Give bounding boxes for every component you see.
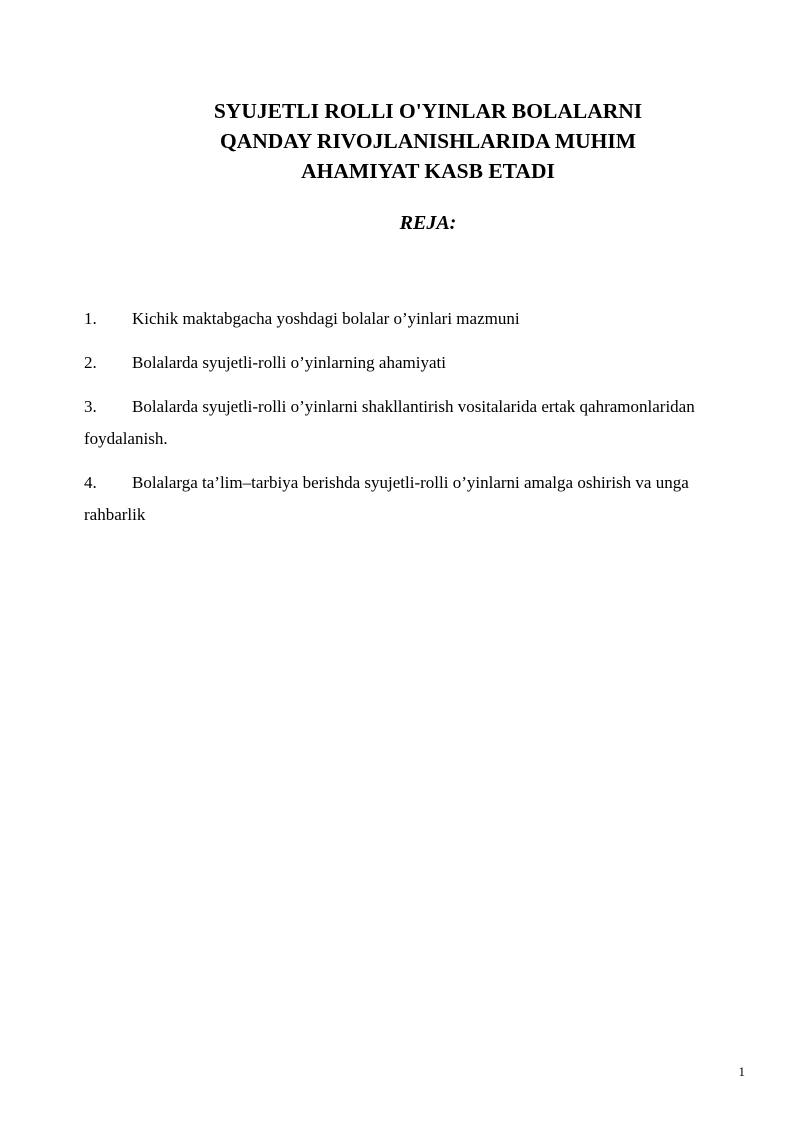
plan-item-number: 3. (84, 397, 97, 416)
plan-item-2 (84, 347, 754, 379)
title-line-2: QANDAY RIVOJLANISHLARIDA MUHIM (219, 129, 637, 153)
plan-item-4 (84, 467, 754, 531)
plan-item-3 (84, 391, 754, 455)
plan-item-text: Bolalarga ta’lim–tarbiya berishda syujetli-rolli o’yinlarni amalga oshirish va unga rahbarlik (84, 473, 689, 524)
plan-item-text: Kichik maktabgacha yoshdagi bolalar o’yinlari mazmuni (132, 309, 520, 328)
plan-list (84, 303, 754, 543)
document-title (170, 96, 686, 186)
title-line-1: SYUJETLI ROLLI O'YINLAR BOLALARNI (213, 99, 643, 123)
plan-item-number: 1. (84, 309, 97, 328)
plan-item-1 (84, 303, 754, 335)
plan-heading: REJA: (399, 212, 457, 234)
plan-item-text: Bolalarda syujetli-rolli o’yinlarning ahamiyati (132, 353, 446, 372)
page-number: 1 (738, 1064, 745, 1079)
title-line-3: AHAMIYAT KASB ETADI (301, 159, 555, 183)
plan-item-number: 4. (84, 473, 97, 492)
plan-item-number: 2. (84, 353, 97, 372)
plan-item-text: Bolalarda syujetli-rolli o’yinlarni shakllantirish vositalarida ertak qahramonlaridan foydalanish. (84, 397, 695, 448)
